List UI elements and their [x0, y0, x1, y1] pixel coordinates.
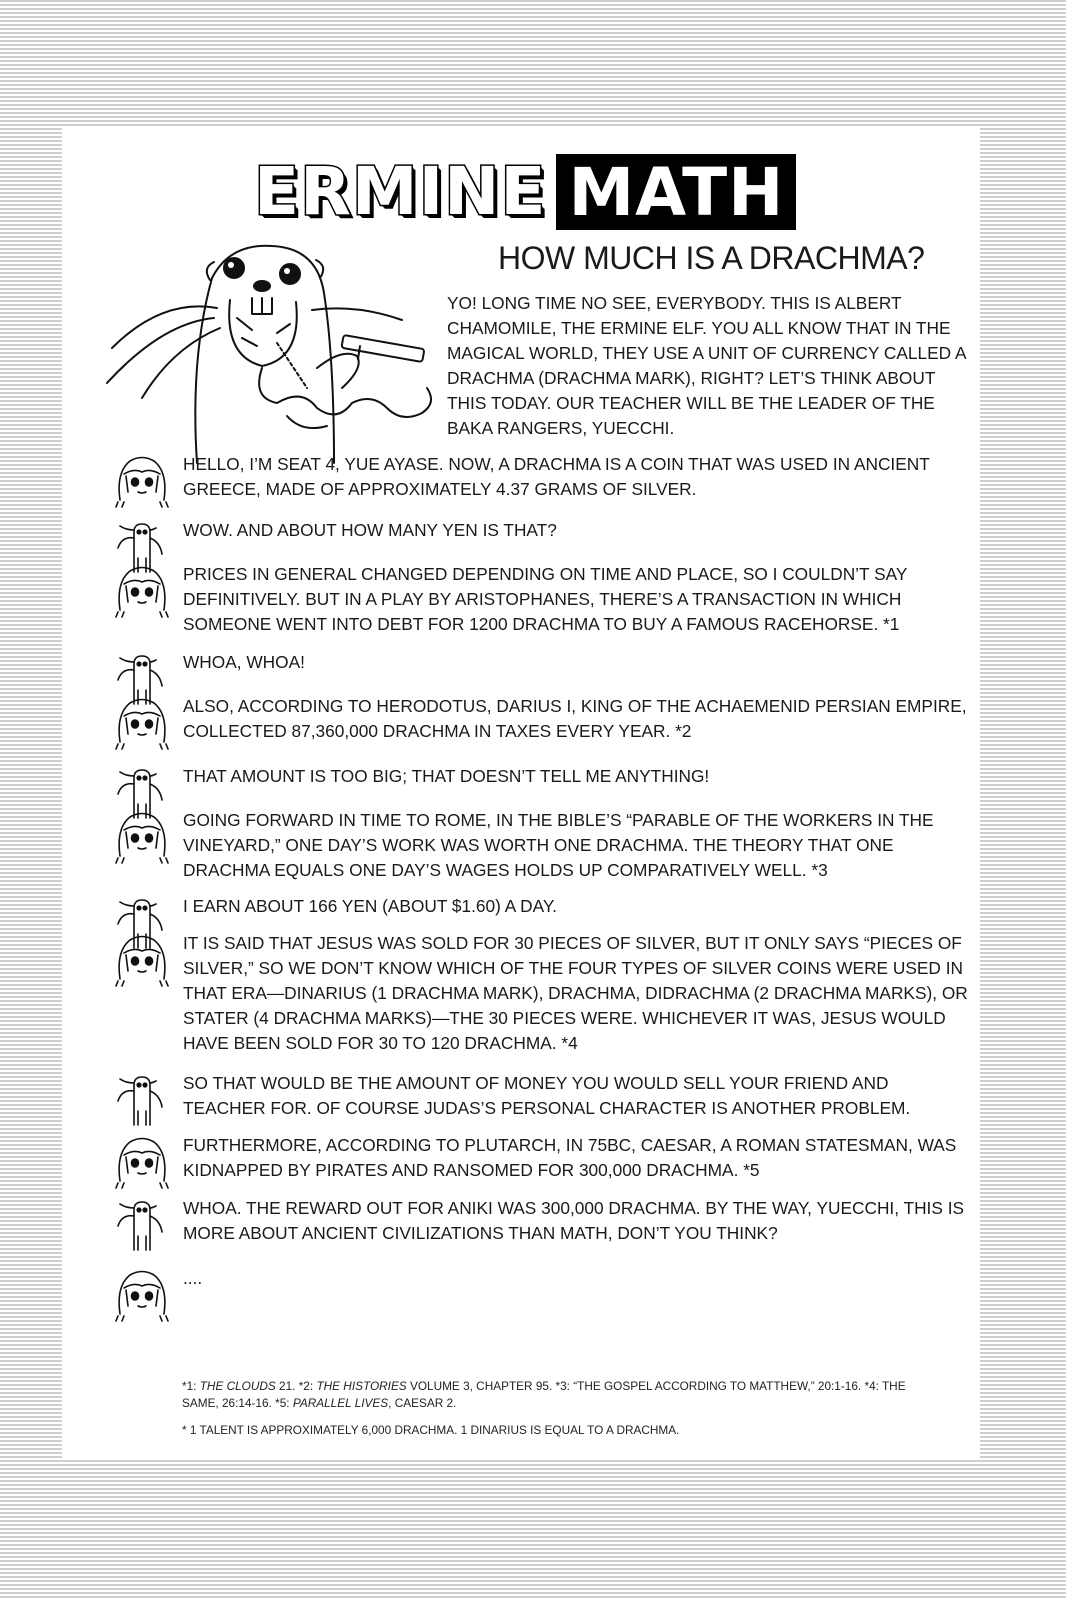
- dialogue-text: THAT AMOUNT IS TOO BIG; THAT DOESN’T TELL ME ANYTHING!: [183, 766, 710, 786]
- footnote-talent: * 1 TALENT IS APPROXIMATELY 6,000 DRACHMA. 1 DINARIUS IS EQUAL TO A DRACHMA.: [182, 1423, 680, 1437]
- yue-avatar: [112, 931, 172, 987]
- ermine-illustration: [102, 238, 442, 468]
- yue-avatar: [112, 694, 172, 750]
- dialogue-text: ALSO, ACCORDING TO HERODOTUS, DARIUS I, KING OF THE ACHAEMENID PERSIAN EMPIRE, COLLECTED 87,360,000 DRACHMA IN TAXES EVERY YEAR. *2: [183, 696, 967, 741]
- dialogue-text: I EARN ABOUT 166 YEN (ABOUT $1.60) A DAY.: [183, 896, 557, 916]
- yue-avatar: [112, 808, 172, 864]
- fn-title-clouds: THE CLOUDS: [199, 1379, 276, 1393]
- fn-title-parallel-lives: PARALLEL LIVES: [292, 1396, 389, 1410]
- ermine-avatar: [112, 1071, 172, 1127]
- dialogue-text: IT IS SAID THAT JESUS WAS SOLD FOR 30 PIECES OF SILVER, BUT IT ONLY SAYS “PIECES OF SILVER,” SO WE DON’T KNOW WHICH OF THE FOUR TYPES OF SILVER COINS WERE USED IN THAT ERA—DINARIUS (1 DRACHMA MARK), DRACHMA, DIDRACHMA (2 DRACHMA MARKS), OR STATER (4 DRACHMA MARKS)—THE 30 PIECES WERE. WHICHEVER IT WAS, JESUS WOULD HAVE BEEN SOLD FOR 30 TO 120 DRACHMA. *4: [183, 933, 968, 1053]
- subtitle: HOW MUCH IS A DRACHMA?: [498, 240, 925, 276]
- ermine-avatar: [112, 1196, 172, 1252]
- dialogue-text: WHOA. THE REWARD OUT FOR ANIKI WAS 300,000 DRACHMA. BY THE WAY, YUECCHI, THIS IS MORE ABOUT ANCIENT CIVILIZATIONS THAN MATH, DON’T YOU THINK?: [183, 1198, 965, 1243]
- page-title: [254, 148, 796, 236]
- intro-text: YO! LONG TIME NO SEE, EVERYBODY. THIS IS ALBERT CHAMOMILE, THE ERMINE ELF. YOU ALL KNOW THAT IN THE MAGICAL WORLD, THEY USE A UNIT OF CURRENCY CALLED A DRACHMA (DRACHMA MARK), RIGHT? LET’S THINK ABOUT THIS TODAY. OUR TEACHER WILL BE THE LEADER OF THE BAKA RANGERS, YUECCHI.: [447, 293, 966, 438]
- dialogue-text: ....: [183, 1268, 203, 1288]
- dialogue-text: SO THAT WOULD BE THE AMOUNT OF MONEY YOU WOULD SELL YOUR FRIEND AND TEACHER FOR. OF COURSE JUDAS’S PERSONAL CHARACTER IS ANOTHER PROBLEM.: [183, 1073, 911, 1118]
- title-math: MATH: [556, 154, 796, 230]
- title-ermine: ERMINE: [254, 153, 547, 230]
- dialogue-text: HELLO, I’M SEAT 4, YUE AYASE. NOW, A DRACHMA IS A COIN THAT WAS USED IN ANCIENT GREECE, MADE OF APPROXIMATELY 4.37 GRAMS OF SILVER.: [183, 454, 930, 499]
- article-panel: [62, 126, 980, 1458]
- dialogue-text: WHOA, WHOA!: [183, 652, 305, 672]
- dialogue-text: WOW. AND ABOUT HOW MANY YEN IS THAT?: [183, 520, 557, 540]
- dialogue-text: GOING FORWARD IN TIME TO ROME, IN THE BIBLE’S “PARABLE OF THE WORKERS IN THE VINEYARD,” ONE DAY’S WORK WAS WORTH ONE DRACHMA. THE THEORY THAT ONE DRACHMA EQUALS ONE DAY’S WAGES HOLDS UP COMPARATIVELY WELL. *3: [183, 810, 934, 880]
- yue-avatar: [112, 1266, 172, 1322]
- dialogue-text: FURTHERMORE, ACCORDING TO PLUTARCH, IN 75BC, CAESAR, A ROMAN STATESMAN, WAS KIDNAPPED BY PIRATES AND RANSOMED FOR 300,000 DRACHMA. *5: [183, 1135, 957, 1180]
- yue-avatar: [112, 1133, 172, 1189]
- fn-title-histories: THE HISTORIES: [316, 1379, 407, 1393]
- footnotes: *1: THE CLOUDS 21. *2: THE HISTORIES VOLUME 3, CHAPTER 95. *3: “THE GOSPEL ACCORDING TO MATTHEW,” 20:1-16. *4: THE SAME, 26:14-16. *5: PARALLEL LIVES, CAESAR 2.: [182, 1379, 906, 1410]
- dialogue-text: PRICES IN GENERAL CHANGED DEPENDING ON TIME AND PLACE, SO I COULDN’T SAY DEFINITIVELY. BUT IN A PLAY BY ARISTOPHANES, THERE’S A TRANSACTION IN WHICH SOMEONE WENT INTO DEBT FOR 1200 DRACHMA TO BUY A FAMOUS RACEHORSE. *1: [183, 564, 908, 634]
- yue-avatar: [112, 562, 172, 618]
- yue-avatar: [112, 452, 172, 508]
